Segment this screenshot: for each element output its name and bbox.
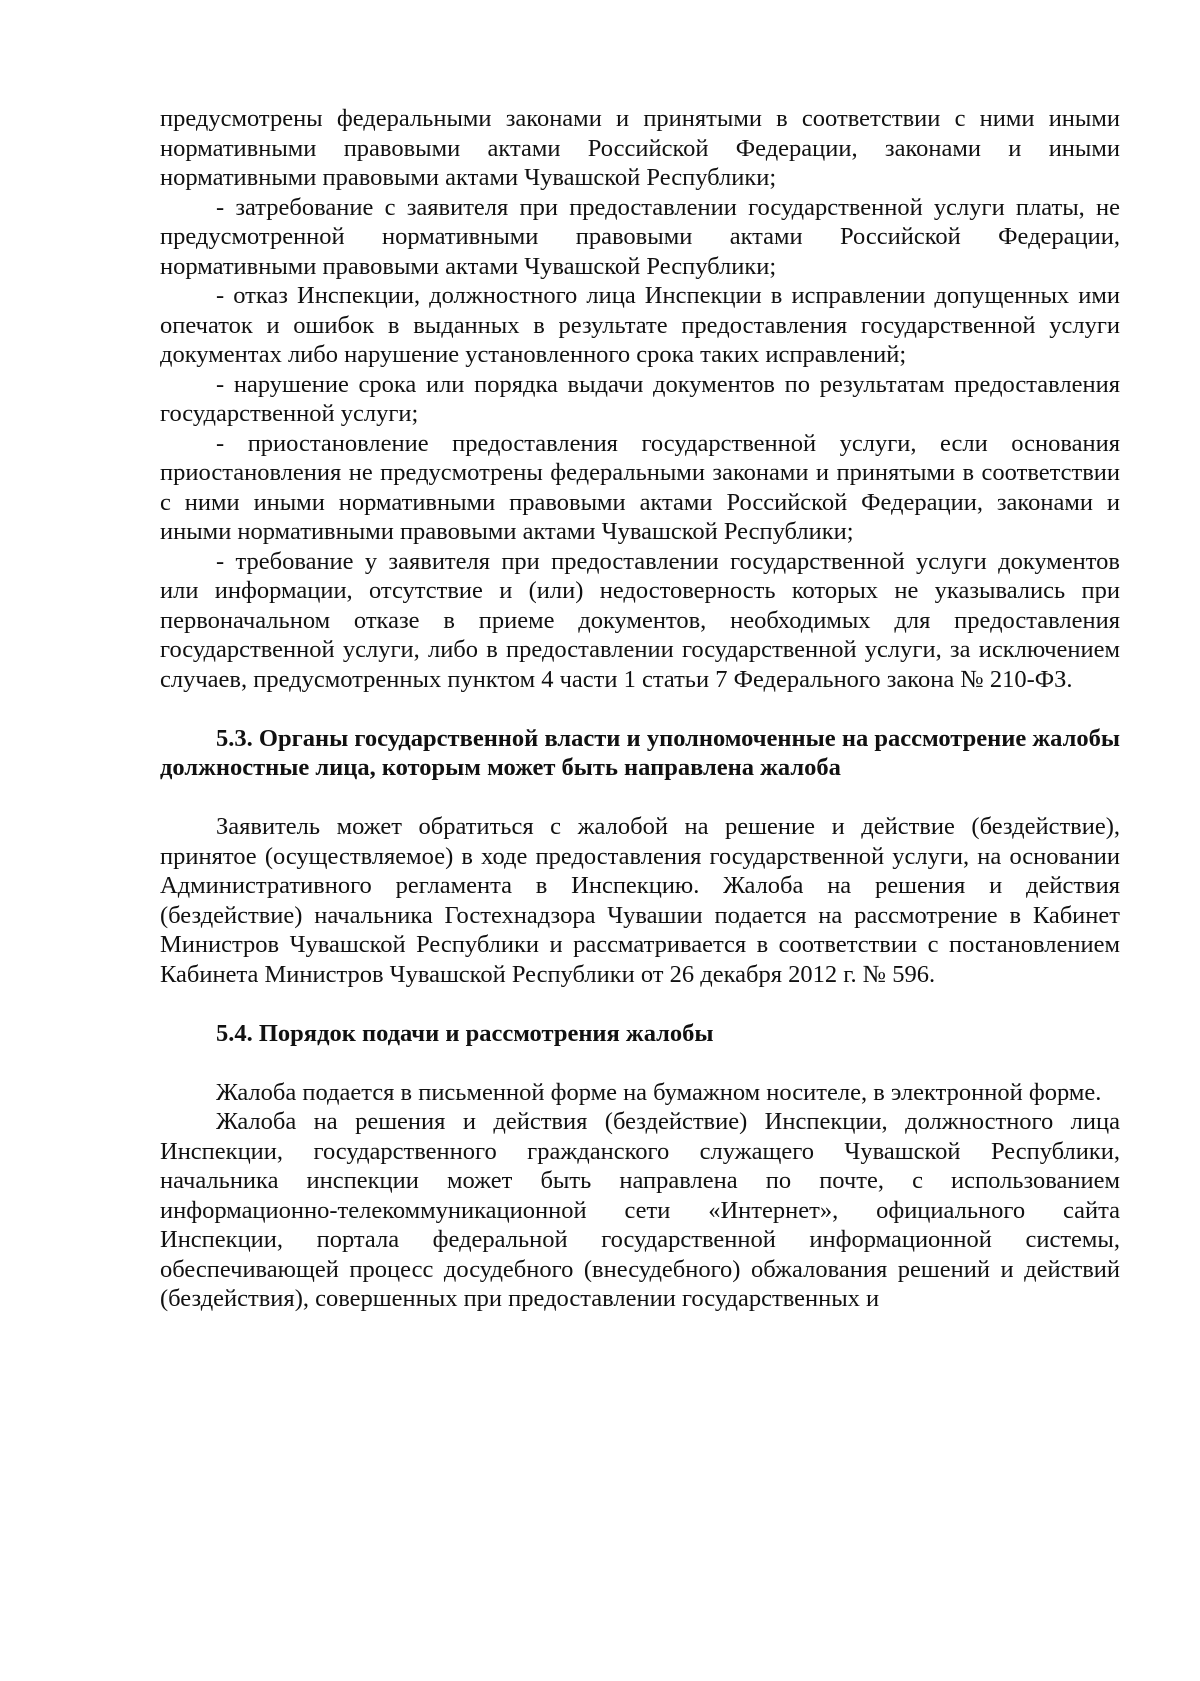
list-item-fee-demand: - затребование с заявителя при предоставлении государственной услуги платы, не предусмотренной нормативными правовыми актами Российской Федерации, нормативными правовыми актами Чувашской Республики; [160, 193, 1120, 280]
spacer [160, 694, 1120, 724]
section-5-4-body-a: Жалоба подается в письменной форме на бумажном носителе, в электронной форме. [216, 1078, 1102, 1106]
spacer [160, 783, 1120, 813]
spacer [160, 989, 1120, 1019]
section-5-3-body: Заявитель может обратиться с жалобой на решение и действие (бездействие), принятое (осуществляемое) в ходе предоставления государственной услуги, на основании Административного регламента в Инспекцию. Жалоба на решения и действия (бездействие) начальника Гостехнадзора Чувашии подается на рассмотрение в Кабинет Министров Чувашской Республики и рассматривается в соответствии с постановлением Кабинета Министров Чувашской Республики от 26 декабря 2012 г. № 596. [160, 813, 1120, 988]
section-heading-5-3: 5.3. Органы государственной власти и уполномоченные на рассмотрение жалобы должностные лица, которым может быть направлена жалоба [160, 724, 1120, 781]
list-item-deadline-violation: - нарушение срока или порядка выдачи документов по результатам предоставления государственной услуги; [160, 370, 1120, 427]
list-item-document-request: - требование у заявителя при предоставлении государственной услуги документов или информации, отсутствие и (или) недостоверность которых не указывались при первоначальном отказе в приеме документов, необходимых для предоставления государственной услуги, либо в предоставлении государственной услуги, за исключением случаев, предусмотренных пунктом 4 части 1 статьи 7 Федерального закона № 210-ФЗ. [160, 547, 1120, 693]
list-item-correction-refusal: - отказ Инспекции, должностного лица Инспекции в исправлении допущенных ими опечаток и ошибок в выданных в результате предоставления государственной услуги документах либо нарушение установленного срока таких исправлений; [160, 282, 1120, 368]
section-5-4-body-b: Жалоба на решения и действия (бездействие) Инспекции, должностного лица Инспекции, государственного гражданского служащего Чувашской Республики, начальника инспекции может быть направлена по почте, с использованием информационно-телекоммуникационной сети «Интернет», официального сайта Инспекции, портала федеральной государственной информационной системы, обеспечивающей процесс досудебного (внесудебного) обжалования решений и действий (бездействия), совершенных при предоставлении государственных и [160, 1108, 1120, 1312]
paragraph-continuation: предусмотрены федеральными законами и принятыми в соответствии с ними иными нормативными правовыми актами Российской Федерации, законами и иными нормативными правовыми актами Чувашской Республики; [160, 105, 1120, 191]
spacer [160, 1048, 1120, 1078]
list-item-suspension: - приостановление предоставления государственной услуги, если основания приостановления не предусмотрены федеральными законами и принятыми в соответствии с ними иными нормативными правовыми актами Российской Федерации, законами и иными нормативными правовыми актами Чувашской Республики; [160, 429, 1120, 545]
section-heading-5-4: 5.4. Порядок подачи и рассмотрения жалобы [216, 1019, 714, 1047]
document-page [160, 104, 1120, 1314]
